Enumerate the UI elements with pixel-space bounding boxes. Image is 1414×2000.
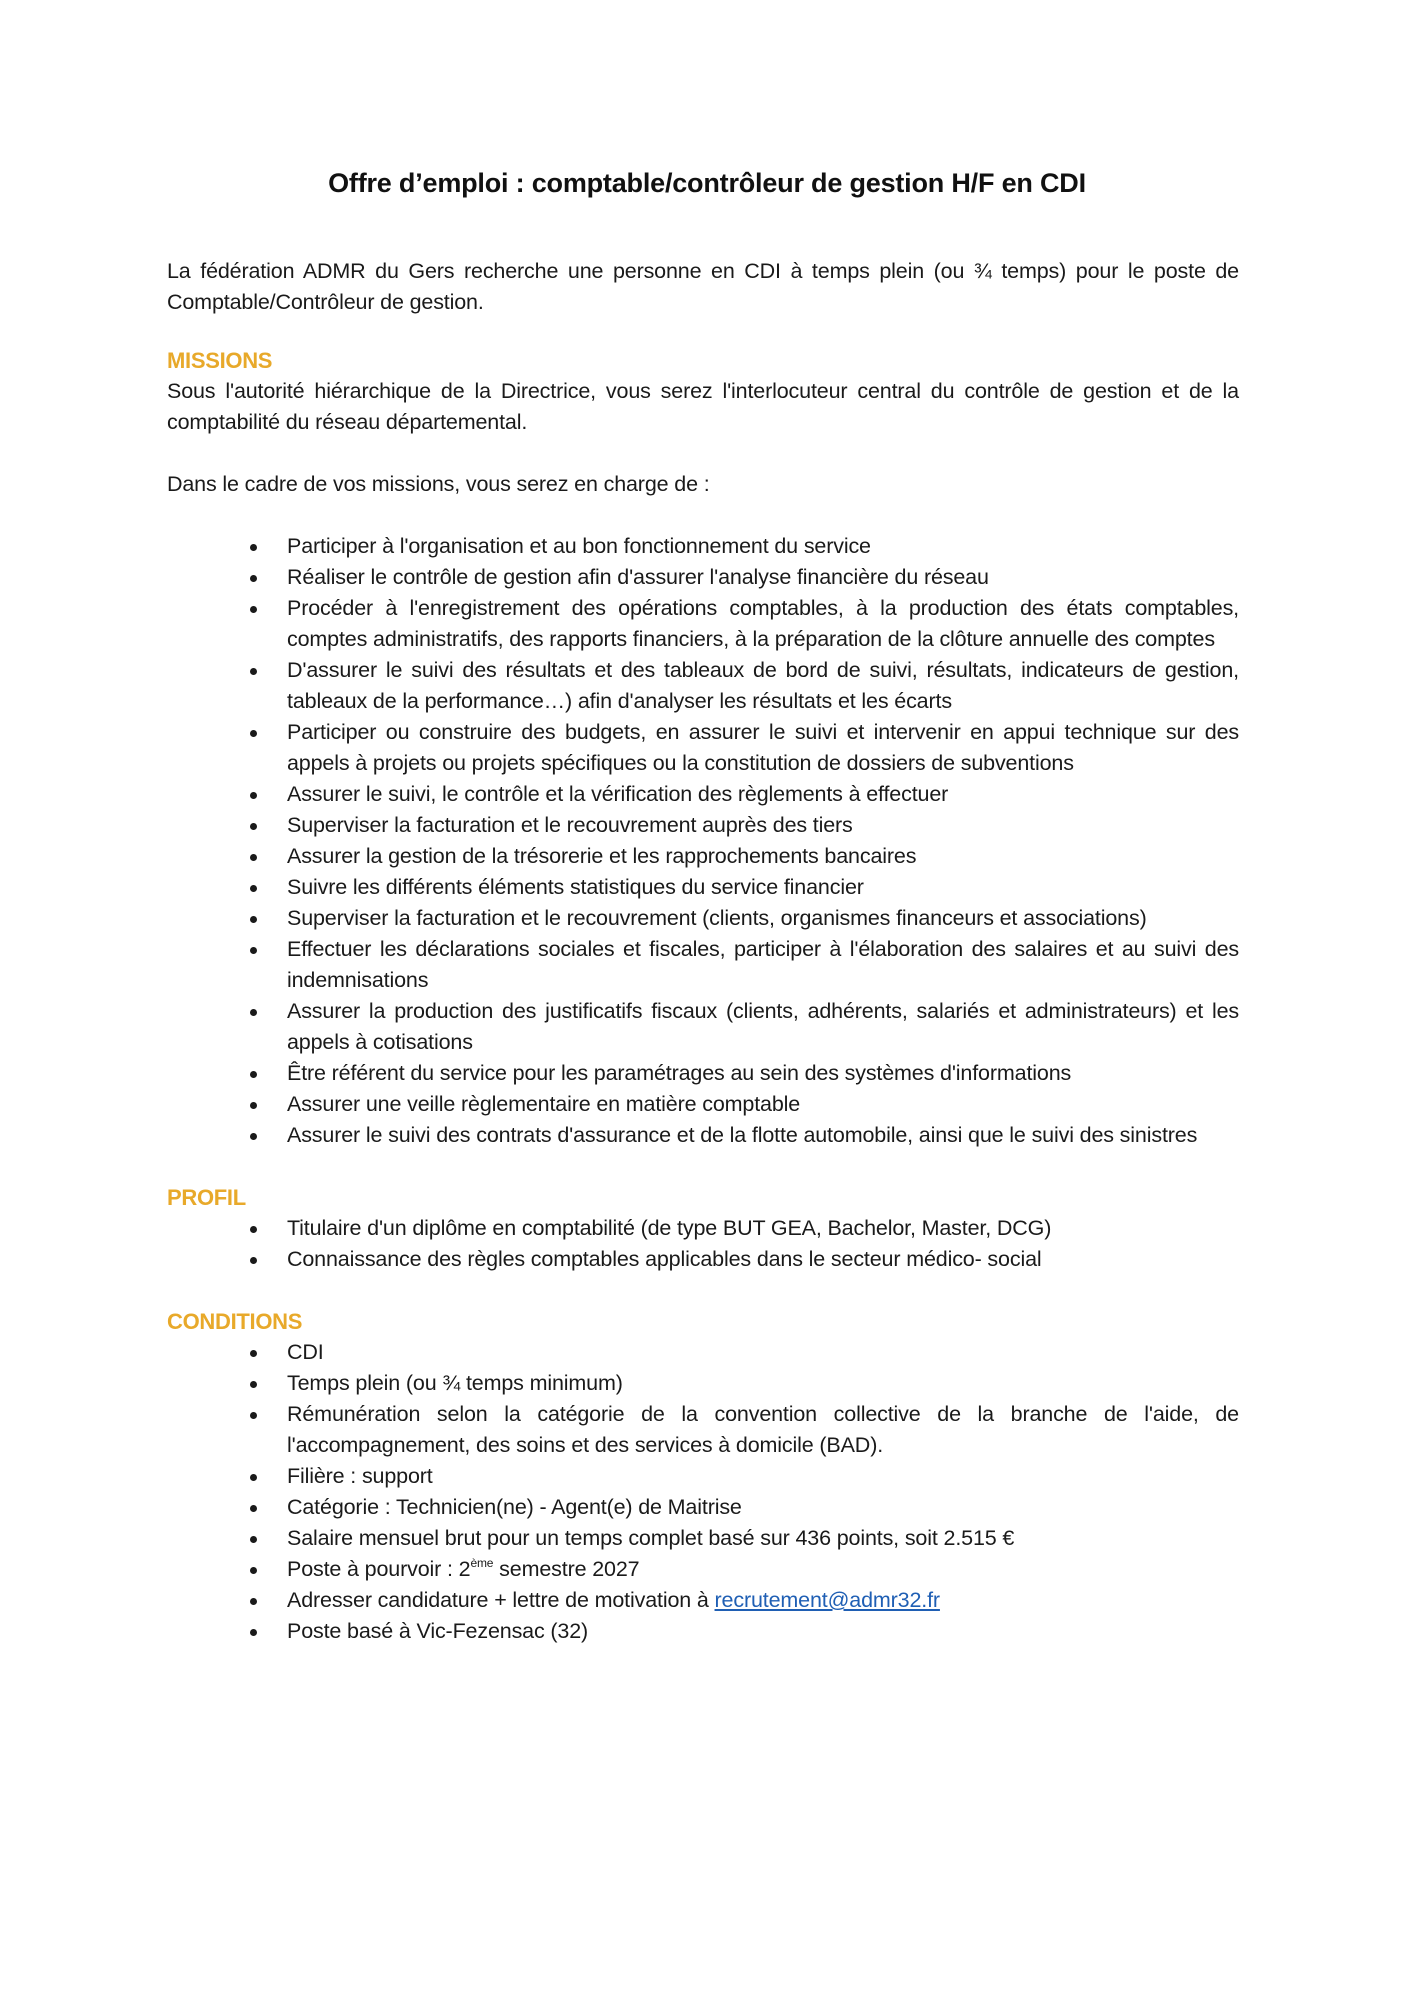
bullet-icon: [250, 947, 257, 954]
list-item: Assurer la gestion de la trésorerie et les rapprochements bancaires: [167, 841, 1239, 872]
start-date-text: Poste à pourvoir : 2ème semestre 2027: [287, 1556, 640, 1581]
bullet-icon: [250, 1071, 257, 1078]
bullet-icon: [250, 1567, 257, 1574]
bullet-icon: [250, 575, 257, 582]
intro-paragraph: La fédération ADMR du Gers recherche une personne en CDI à temps plein (ou ¾ temps) pour le poste de Comptable/Contrôleur de gestion.: [167, 259, 1239, 314]
list-item: Superviser la facturation et le recouvrement auprès des tiers: [167, 810, 1239, 841]
list-item: Salaire mensuel brut pour un temps complet basé sur 436 points, soit 2.515 €: [167, 1523, 1239, 1554]
list-item: Rémunération selon la catégorie de la convention collective de la branche de l'aide, de l'accompagnement, des soins et des services à domicile (BAD).: [167, 1399, 1239, 1461]
bullet-icon: [250, 1350, 257, 1357]
email-link[interactable]: recrutement@admr32.fr: [714, 1588, 940, 1612]
list-item: Suivre les différents éléments statistiques du service financier: [167, 872, 1239, 903]
list-item: CDI: [167, 1337, 1239, 1368]
list-item: Être référent du service pour les paramétrages au sein des systèmes d'informations: [167, 1058, 1239, 1089]
list-item: Temps plein (ou ¾ temps minimum): [167, 1368, 1239, 1399]
bullet-icon: [250, 1412, 257, 1419]
bullet-icon: [250, 885, 257, 892]
bullet-icon: [250, 792, 257, 799]
list-item: Poste basé à Vic-Fezensac (32): [167, 1616, 1239, 1647]
list-item: Titulaire d'un diplôme en comptabilité (de type BUT GEA, Bachelor, Master, DCG): [167, 1213, 1239, 1244]
bullet-icon: [250, 1226, 257, 1233]
bullet-icon: [250, 1381, 257, 1388]
bullet-icon: [250, 1102, 257, 1109]
list-item: Catégorie : Technicien(ne) - Agent(e) de Maitrise: [167, 1492, 1239, 1523]
missions-heading: MISSIONS: [167, 348, 273, 373]
bullet-icon: [250, 1505, 257, 1512]
list-item: [167, 1554, 1239, 1585]
bullet-icon: [250, 1257, 257, 1264]
document-body: [167, 256, 1239, 1647]
list-item: Assurer le suivi des contrats d'assurance et de la flotte automobile, ainsi que le suivi des sinistres: [167, 1120, 1239, 1151]
bullet-icon: [250, 1629, 257, 1636]
list-item: Réaliser le contrôle de gestion afin d'assurer l'analyse financière du réseau: [167, 562, 1239, 593]
bullet-icon: [250, 1598, 257, 1605]
missions-lead: Dans le cadre de vos missions, vous serez en charge de :: [167, 472, 710, 496]
bullet-icon: [250, 823, 257, 830]
bullet-icon: [250, 854, 257, 861]
list-item: Adresser candidature + lettre de motivation à recrutement@admr32.fr: [167, 1585, 1239, 1616]
conditions-heading: CONDITIONS: [167, 1309, 303, 1334]
list-item: Assurer le suivi, le contrôle et la vérification des règlements à effectuer: [167, 779, 1239, 810]
bullet-icon: [250, 606, 257, 613]
bullet-icon: [250, 544, 257, 551]
list-item: Participer ou construire des budgets, en assurer le suivi et intervenir en appui technique sur des appels à projets ou projets spécifiques ou la constitution de dossiers de subventions: [167, 717, 1239, 779]
bullet-icon: [250, 916, 257, 923]
list-item: D'assurer le suivi des résultats et des tableaux de bord de suivi, résultats, indicateurs de gestion, tableaux de la performance…) afin d'analyser les résultats et les écarts: [167, 655, 1239, 717]
list-item: Effectuer les déclarations sociales et fiscales, participer à l'élaboration des salaires et au suivi des indemnisations: [167, 934, 1239, 996]
missions-list: [167, 531, 1239, 1151]
bullet-icon: [250, 1536, 257, 1543]
conditions-list: [167, 1337, 1239, 1647]
list-item: Assurer la production des justificatifs fiscaux (clients, adhérents, salariés et administrateurs) et les appels à cotisations: [167, 996, 1239, 1058]
list-item: Procéder à l'enregistrement des opérations comptables, à la production des états comptables, comptes administratifs, des rapports financiers, à la préparation de la clôture annuelle des comptes: [167, 593, 1239, 655]
bullet-icon: [250, 730, 257, 737]
page-title: Offre d’emploi : comptable/contrôleur de gestion H/F en CDI: [328, 168, 1086, 198]
profil-list: [167, 1213, 1239, 1275]
list-item: Superviser la facturation et le recouvrement (clients, organismes financeurs et associations): [167, 903, 1239, 934]
bullet-icon: [250, 1474, 257, 1481]
list-item: Participer à l'organisation et au bon fonctionnement du service: [167, 531, 1239, 562]
list-item: Assurer une veille règlementaire en matière comptable: [167, 1089, 1239, 1120]
bullet-icon: [250, 1133, 257, 1140]
list-item: Connaissance des règles comptables applicables dans le secteur médico- social: [167, 1244, 1239, 1275]
bullet-icon: [250, 1009, 257, 1016]
bullet-icon: [250, 668, 257, 675]
missions-intro: Sous l'autorité hiérarchique de la Directrice, vous serez l'interlocuteur central du contrôle de gestion et de la comptabilité du réseau départemental.: [167, 379, 1239, 434]
list-item: Filière : support: [167, 1461, 1239, 1492]
profil-heading: PROFIL: [167, 1185, 246, 1210]
